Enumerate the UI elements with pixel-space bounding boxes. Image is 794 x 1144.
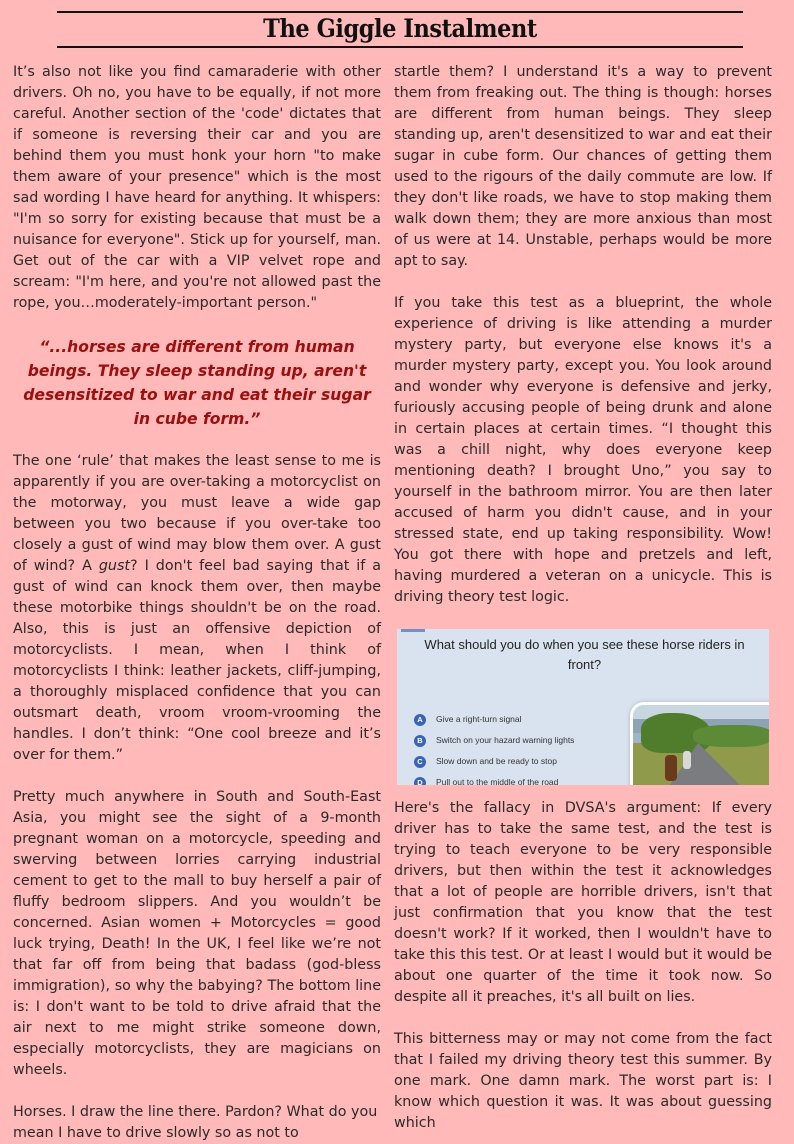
pull-quote: “...horses are different from human beings. They sleep standing up, aren't desensitized to war and eat their sugar in cube form.” <box>23 338 371 428</box>
paragraph: Horses. I draw the line there. Pardon? What do you mean I have to drive slowly so as not to <box>13 1104 378 1141</box>
option-letter-badge: B <box>414 735 426 747</box>
paragraph: This bitterness may or may not come from the fact that I failed my driving theory test this summer. By one mark. One damn mark. The worst part is: I know which question it was. It was about guessing which <box>394 1031 772 1131</box>
paragraph: The one ‘rule’ that makes the least sense to me is apparently if you are over-taking a motorcyclist on the motorway, you must leave a wide gap between you two because if you over-take too closely a gust of wind may blow them over. A gust of wind? A gust? I don't feel bad saying that if a gust of wind can knock them over, then maybe these motorbike things shouldn't be on the road. Also, this is just an offensive depiction of motorcyclists. I mean, when I think of motorcyclists I think: leather jackets, cliff-jumping, a thoroughly misplaced confidence that you can outsmart death, vroom vroom-vrooming the handles. I don’t think: “One cool breeze and it’s over for them.” <box>13 453 381 763</box>
quiz-question: What should you do when you see these horse riders in front? <box>424 637 745 672</box>
quiz-option-b <box>414 730 574 751</box>
masthead-bottom-rule <box>57 46 743 48</box>
option-letter-badge: C <box>414 756 426 768</box>
left-column <box>13 62 381 1144</box>
emphasis: gust <box>98 558 131 574</box>
paragraph: startle them? I understand it's a way to prevent them from freaking out. The thing is though: horses are different from human beings. They sleep standing up, aren't desensitized to war and eat their sugar in cube form. Our chances of getting them used to the rigours of the daily commute are low. If they don't like roads, we have to stop making them walk down them; they are more anxious than most of us were at 14. Unstable, perhaps would be more apt to say. <box>394 64 772 269</box>
option-text: Switch on your hazard warning lights <box>436 735 575 745</box>
paragraph: It’s also not like you find camaraderie with other drivers. Oh no, you have to be equally, if not more careful. Another section of the 'code' dictates that if someone is reversing their car and you are behind them you must honk your horn "to make them aware of your presence" which is the most sad wording I have heard for anything. It whispers: "I'm so sorry for existing because that must be a nuisance for everyone". Stick up for yourself, man. Get out of the car with a VIP velvet rope and scream: "I'm here, and you're not allowed past the rope, you…moderately-important person." <box>13 64 381 311</box>
paragraph: Here's the fallacy in DVSA's argument: If every driver has to take the same test, and the test is trying to teach everyone to be very responsible drivers, but then within the test it acknowledges that a lot of people are horrible drivers, isn't that just confirmation that you know that the test doesn't work? If it worked, then I wouldn't have to take this this test. Or at least I would but it would be about one quarter of the time it took now. So despite all it preaches, it's all built on lies. <box>394 800 772 1005</box>
publication-title: The Giggle Instalment <box>263 14 537 43</box>
theory-test-screenshot <box>397 629 769 785</box>
option-letter-badge: A <box>414 714 426 726</box>
masthead <box>57 11 743 49</box>
option-text: Pull out to the middle of the road <box>436 777 559 785</box>
horse-riders-road-photo <box>630 702 769 785</box>
option-text: Give a right-turn signal <box>436 714 522 724</box>
quiz-option-c <box>414 751 574 772</box>
slide-tab-marker <box>401 629 425 632</box>
quiz-option-d <box>414 772 574 785</box>
paragraph: If you take this test as a blueprint, the whole experience of driving is like attending a murder mystery party, but everyone else knows it's a murder mystery party, except you. You look around and wonder why everyone is defensive and jerky, furiously accusing people of being drunk and alone in certain places at certain times. “I thought this was a chill night, why does everyone keep mentioning death? I brought Uno,” you say to yourself in the bathroom mirror. You are then later accused of harm you didn't cause, and in your stressed state, end up taking responsibility. Wow! You got there with hope and pretzels and left, having murdered a veteran on a unicycle. This is driving theory test logic. <box>394 295 772 605</box>
paragraph: Pretty much anywhere in South and South-East Asia, you might see the sight of a 9-month pregnant woman on a motorcycle, speeding and swerving between lorries carrying industrial cement to get to the mall to buy herself a pair of fluffy bedroom slippers. And you wouldn’t be concerned. Asian women + Motorcycles = good luck trying, Death! In the UK, I feel like we’re not that far off from being that badass (god-bless immigration), so why the babying? The bottom line is: I don't want to be told to drive afraid that the air next to me might strike someone down, especially motorcyclists, they are magicians on wheels. <box>13 789 381 1078</box>
masthead-top-rule <box>57 11 743 13</box>
quiz-options <box>414 709 574 785</box>
option-letter-badge: D <box>414 777 426 786</box>
option-text: Slow down and be ready to stop <box>436 756 557 766</box>
quiz-option-a <box>414 709 574 730</box>
right-column <box>394 62 772 1134</box>
